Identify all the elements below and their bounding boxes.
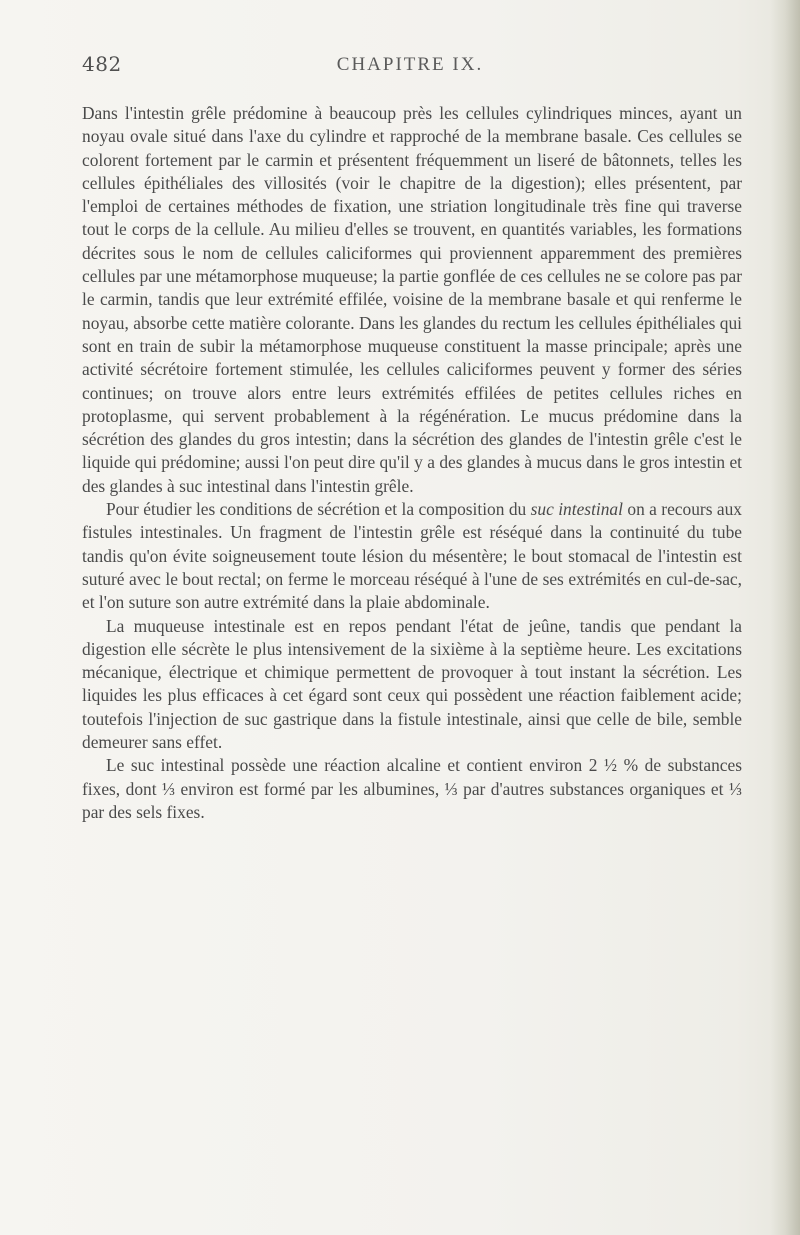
running-title: CHAPITRE IX. xyxy=(336,54,484,75)
paragraph-2-start: Pour étudier les conditions de sécrétion et la composition du xyxy=(106,499,531,520)
page-header xyxy=(80,52,740,88)
paragraph-2 xyxy=(82,498,742,614)
paragraph-2-rest: on a recours aux fistules intestinales. Un fragment de l'intestin grêle est réséqué dans la continuité du tube tandis qu'on évite soigneusement toute lésion du mésentère; le bout stomacal de l'intestin est suturé avec le bout rectal; on ferme le morceau réséqué à l'une de ses extrémités en cul-de-sac, et l'on suture son autre extrémité dans la plaie abdominale. xyxy=(82,499,742,613)
paragraph-3: La muqueuse intestinale est en repos pendant l'état de jeûne, tandis que pendant la digestion elle sécrète le plus intensivement de la sixième à la septième heure. Les excitations mécanique, électrique et chimique permettent de provoquer à tout instant la sécrétion. Les liquides les plus efficaces à cet égard sont ceux qui possèdent une réaction faiblement acide; toutefois l'injection de suc gastrique dans la fistule intestinale, ainsi que celle de bile, semble demeurer sans effet. xyxy=(82,615,742,753)
page-edge-shadow xyxy=(770,0,800,1235)
italic-term-suc-intestinal: suc intestinal xyxy=(530,499,623,520)
page-number: 482 xyxy=(82,52,122,76)
paragraph-4: Le suc intestinal possède une réaction alcaline et contient environ 2 ½ % de substances fixes, dont ⅓ environ est formé par les albumines, ⅓ par d'autres substances organiques et ⅓ par des sels fixes. xyxy=(82,755,742,822)
paragraph-1: Dans l'intestin grêle prédomine à beaucoup près les cellules cylindriques minces, ayant un noyau ovale situé dans l'axe du cylindre et rapproché de la membrane basale. Ces cellules se colorent fortement par le carmin et présentent fréquemment un liseré de bâtonnets, telles les cellules épithéliales des villosités (voir le chapitre de la digestion); elles présentent, par l'emploi de certaines méthodes de fixation, une striation longitudinale très fine qui traverse tout le corps de la cellule. Au milieu d'elles se trouvent, en quantités variables, les formations décrites sous le nom de cellules caliciformes qui proviennent apparemment des premières cellules par une métamorphose muqueuse; la partie gonflée de ces cellules ne se colore pas par le carmin, tandis que leur extrémité effilée, voisine de la membrane basale et qui renferme le noyau, absorbe cette matière colorante. Dans les glandes du rectum les cellules épithéliales qui sont en train de subir la métamorphose muqueuse constituent la masse principale; après une activité sécrétoire fortement stimulée, les cellules caliciformes peuvent y former des séries continues; on trouve alors entre leurs extrémités effilées de petites cellules riches en protoplasme, qui servent probablement à la régénération. Le mucus prédomine dans la sécrétion des glandes du gros intestin; dans la sécrétion des glandes de l'intestin grêle c'est le liquide qui prédomine; aussi l'on peut dire qu'il y a des glandes à mucus dans le gros intestin et des glandes à suc intestinal dans l'intestin grêle. xyxy=(82,103,742,496)
body-text xyxy=(82,102,742,824)
